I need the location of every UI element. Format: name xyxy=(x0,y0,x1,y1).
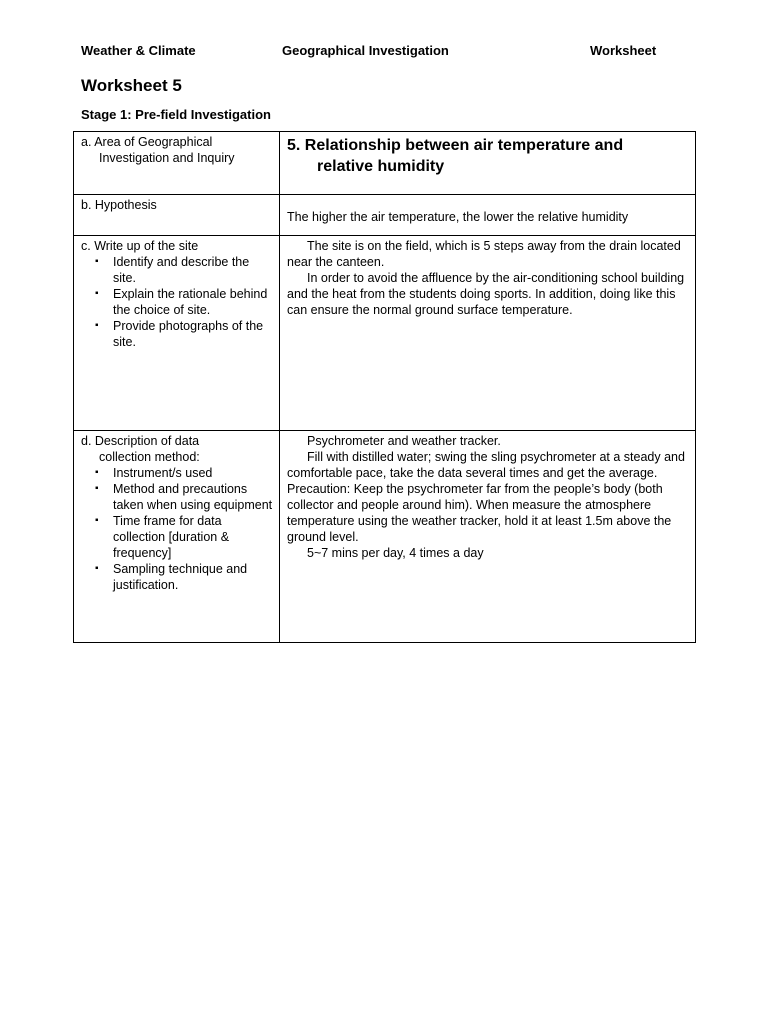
site-paragraph-1: The site is on the field, which is 5 steps away from the drain located near the canteen. xyxy=(287,239,681,269)
investigation-topic xyxy=(287,135,689,177)
hypothesis-label-cell xyxy=(74,195,280,236)
area-content-cell xyxy=(280,132,696,195)
site-paragraph-2: In order to avoid the affluence by the air-conditioning school building and the heat from the students doing sports. In addition, doing like this can ensure the normal ground surface temperature. xyxy=(287,271,685,317)
header-topic: Geographical Investigation xyxy=(282,43,449,58)
table-row-method xyxy=(74,431,696,643)
stage-heading: Stage 1: Pre-field Investigation xyxy=(81,107,271,122)
site-bullet-list xyxy=(81,254,273,350)
hypothesis-label: b. Hypothesis xyxy=(81,198,157,212)
worksheet-title: Worksheet 5 xyxy=(81,76,182,95)
list-item: ▪ Identify and describe the site. xyxy=(95,254,273,286)
method-paragraph-1: Psychrometer and weather tracker. xyxy=(307,434,501,448)
topic-line-1: 5. Relationship between air temperature and xyxy=(287,137,624,154)
method-label-cell xyxy=(74,431,280,643)
area-label-cont: Investigation and Inquiry xyxy=(99,151,235,165)
list-item: ▪ Time frame for data collection [duration & frequency] xyxy=(95,513,273,561)
list-item: ▪ Explain the rationale behind the choice of site. xyxy=(95,286,273,318)
site-content-cell xyxy=(280,236,696,431)
header-subject: Weather & Climate xyxy=(81,43,196,58)
table-row-area xyxy=(74,132,696,195)
list-item: ▪ Instrument/s used xyxy=(95,465,273,481)
method-label-cont: collection method: xyxy=(99,450,200,464)
hypothesis-text: The higher the air temperature, the lower the relative humidity xyxy=(287,210,629,224)
method-paragraph-2: Fill with distilled water; swing the sling psychrometer at a steady and comfortable pace, take the data several times and get the average. Precaution: Keep the psychrometer far from the people’s body (both collector and people around him). When measure the atmosphere temperature using the weather tracker, hold it at least 1.5m above the ground level. xyxy=(287,450,685,544)
worksheet-table xyxy=(73,131,696,643)
topic-line-2: relative humidity xyxy=(317,158,445,175)
area-label: a. Area of Geographical xyxy=(81,135,213,149)
site-label: c. Write up of the site xyxy=(81,239,199,253)
header-type: Worksheet xyxy=(590,43,657,58)
method-bullet-list xyxy=(81,465,273,593)
method-paragraph-3: 5~7 mins per day, 4 times a day xyxy=(307,546,484,560)
hypothesis-content-cell xyxy=(280,195,696,236)
list-item: ▪ Sampling technique and justification. xyxy=(95,561,273,593)
list-item: ▪ Provide photographs of the site. xyxy=(95,318,273,350)
list-item: ▪ Method and precautions taken when using equipment xyxy=(95,481,273,513)
method-label: d. Description of data xyxy=(81,434,200,448)
table-row-hypothesis xyxy=(74,195,696,236)
method-content-cell xyxy=(280,431,696,643)
site-label-cell xyxy=(74,236,280,431)
area-label-cell xyxy=(74,132,280,195)
table-row-site xyxy=(74,236,696,431)
